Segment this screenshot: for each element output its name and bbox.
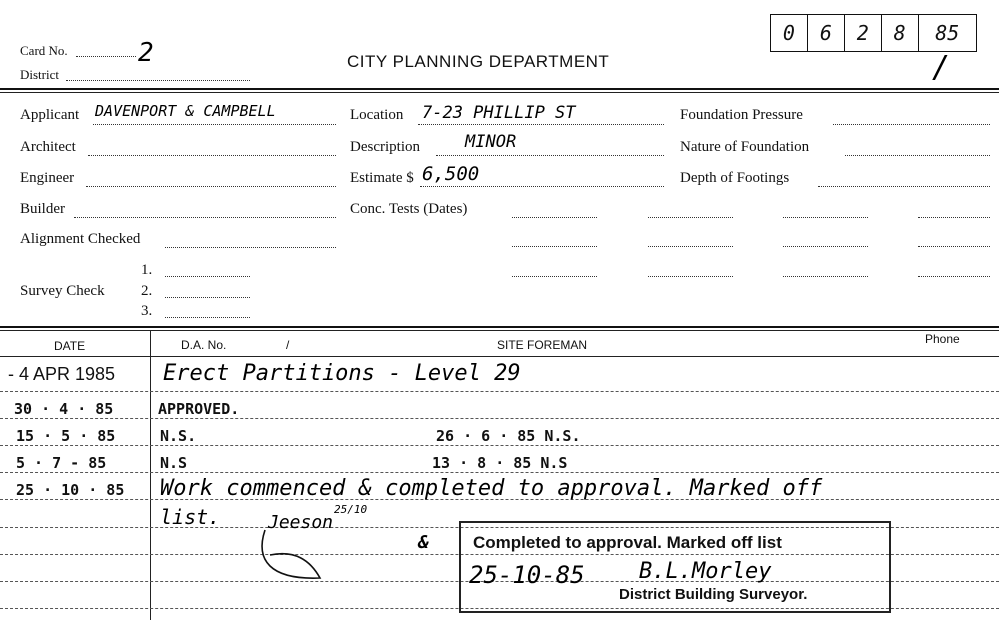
- log-row-extra: 26 · 6 · 85 N.S.: [436, 427, 581, 445]
- location-value: 7-23 PHILLIP ST: [422, 103, 576, 123]
- ref-digit: 0: [771, 15, 808, 51]
- conc-line: [918, 246, 990, 247]
- estimate-line: [420, 186, 664, 187]
- card-no-label: Card No.: [20, 43, 68, 58]
- ampersand: &: [418, 532, 429, 553]
- log-row-entry: N.S: [160, 454, 188, 472]
- site-foreman-header: SITE FOREMAN: [497, 338, 588, 352]
- log-divider: [0, 326, 999, 328]
- da-no-header: D.A. No.: [181, 338, 227, 352]
- header-divider: [0, 88, 999, 90]
- depth-footings-label: Depth of Footings: [680, 170, 790, 186]
- page-title: CITY PLANNING DEPARTMENT: [347, 52, 610, 71]
- conc-line: [783, 217, 868, 218]
- survey-check-label: Survey Check: [20, 283, 105, 299]
- conc-line: [783, 276, 868, 277]
- conc-line: [918, 276, 990, 277]
- estimate-label: Estimate $: [350, 170, 414, 186]
- log-row-date: 5 · 7 - 85: [16, 454, 107, 472]
- stamp-line1: Completed to approval. Marked off list: [473, 533, 782, 552]
- conc-line: [918, 217, 990, 218]
- phone-header: Phone: [925, 332, 960, 346]
- log-row-date: 15 · 5 · 85: [16, 427, 116, 445]
- conc-tests-label: Conc. Tests (Dates): [350, 201, 468, 217]
- district-line: [66, 80, 250, 81]
- location-label: Location: [350, 107, 404, 123]
- location-line: [418, 124, 664, 125]
- applicant-line: [93, 124, 336, 125]
- log-row-date: - 4 APR 1985: [8, 364, 116, 384]
- foundation-pressure-label: Foundation Pressure: [680, 107, 803, 123]
- conc-line: [648, 217, 733, 218]
- description-value: MINOR: [465, 132, 517, 152]
- alignment-line: [165, 247, 336, 248]
- conc-line: [648, 276, 733, 277]
- log-row-extra: 13 · 8 · 85 N.S: [432, 454, 568, 472]
- engineer-line: [86, 186, 336, 187]
- log-header-line: [0, 356, 999, 357]
- estimate-value: 6,500: [422, 163, 480, 185]
- log-row-entry: Erect Partitions - Level 29: [163, 361, 521, 386]
- depth-footings-line: [818, 186, 990, 187]
- log-row-entry: N.S.: [160, 427, 197, 445]
- conc-line: [512, 276, 597, 277]
- description-label: Description: [350, 139, 420, 155]
- date-header: DATE: [54, 339, 86, 353]
- header-divider-thin: [0, 92, 999, 93]
- ref-digit: 8: [882, 15, 919, 51]
- survey-line-1: [165, 276, 250, 277]
- foundation-pressure-line: [833, 124, 990, 125]
- log-continuation: list.: [160, 505, 221, 529]
- stamp-date: 25-10-85: [469, 561, 585, 589]
- da-slash: /: [286, 338, 290, 352]
- survey-line-3: [165, 317, 250, 318]
- initials-signature: Jeeson: [268, 512, 334, 533]
- builder-line: [74, 217, 336, 218]
- architect-label: Architect: [20, 139, 76, 155]
- log-rule: [0, 418, 999, 419]
- ref-mark: /: [932, 50, 951, 85]
- architect-line: [88, 155, 336, 156]
- applicant-value: DAVENPORT & CAMPBELL: [95, 102, 276, 120]
- log-row-date: 25 · 10 · 85: [16, 481, 125, 499]
- builder-label: Builder: [20, 201, 65, 217]
- survey-item-1: 1.: [141, 262, 153, 278]
- district-label: District: [20, 67, 59, 82]
- survey-item-2: 2.: [141, 283, 153, 299]
- alignment-label: Alignment Checked: [20, 231, 141, 247]
- conc-line: [512, 217, 597, 218]
- card-no-line: [76, 56, 136, 57]
- log-rule: [0, 445, 999, 446]
- log-rule: [0, 472, 999, 473]
- log-row-entry: Work commenced & completed to approval. Marked off: [160, 476, 823, 501]
- card-no-value: 2: [138, 38, 154, 68]
- stamp-signature: B.L.Morley: [639, 559, 772, 584]
- log-row-date: 30 · 4 · 85: [14, 400, 114, 418]
- ref-digit: 6: [808, 15, 845, 51]
- stamp-title: District Building Surveyor.: [619, 586, 808, 603]
- log-rule: [0, 391, 999, 392]
- ref-digit: 2: [845, 15, 882, 51]
- conc-line: [783, 246, 868, 247]
- log-row-entry: APPROVED.: [158, 400, 240, 418]
- signature-flourish: [250, 520, 340, 590]
- nature-foundation-line: [845, 155, 990, 156]
- applicant-label: Applicant: [20, 107, 80, 123]
- completion-stamp: [459, 521, 891, 613]
- date-column-divider: [150, 330, 151, 620]
- initials-date: 25/10: [334, 503, 368, 516]
- conc-line: [512, 246, 597, 247]
- ref-year: 85: [935, 21, 960, 45]
- conc-line: [648, 246, 733, 247]
- survey-item-3: 3.: [141, 303, 153, 319]
- survey-line-2: [165, 297, 250, 298]
- engineer-label: Engineer: [20, 170, 75, 186]
- reference-number-box: [770, 14, 977, 52]
- nature-foundation-label: Nature of Foundation: [680, 139, 810, 155]
- description-line: [436, 155, 664, 156]
